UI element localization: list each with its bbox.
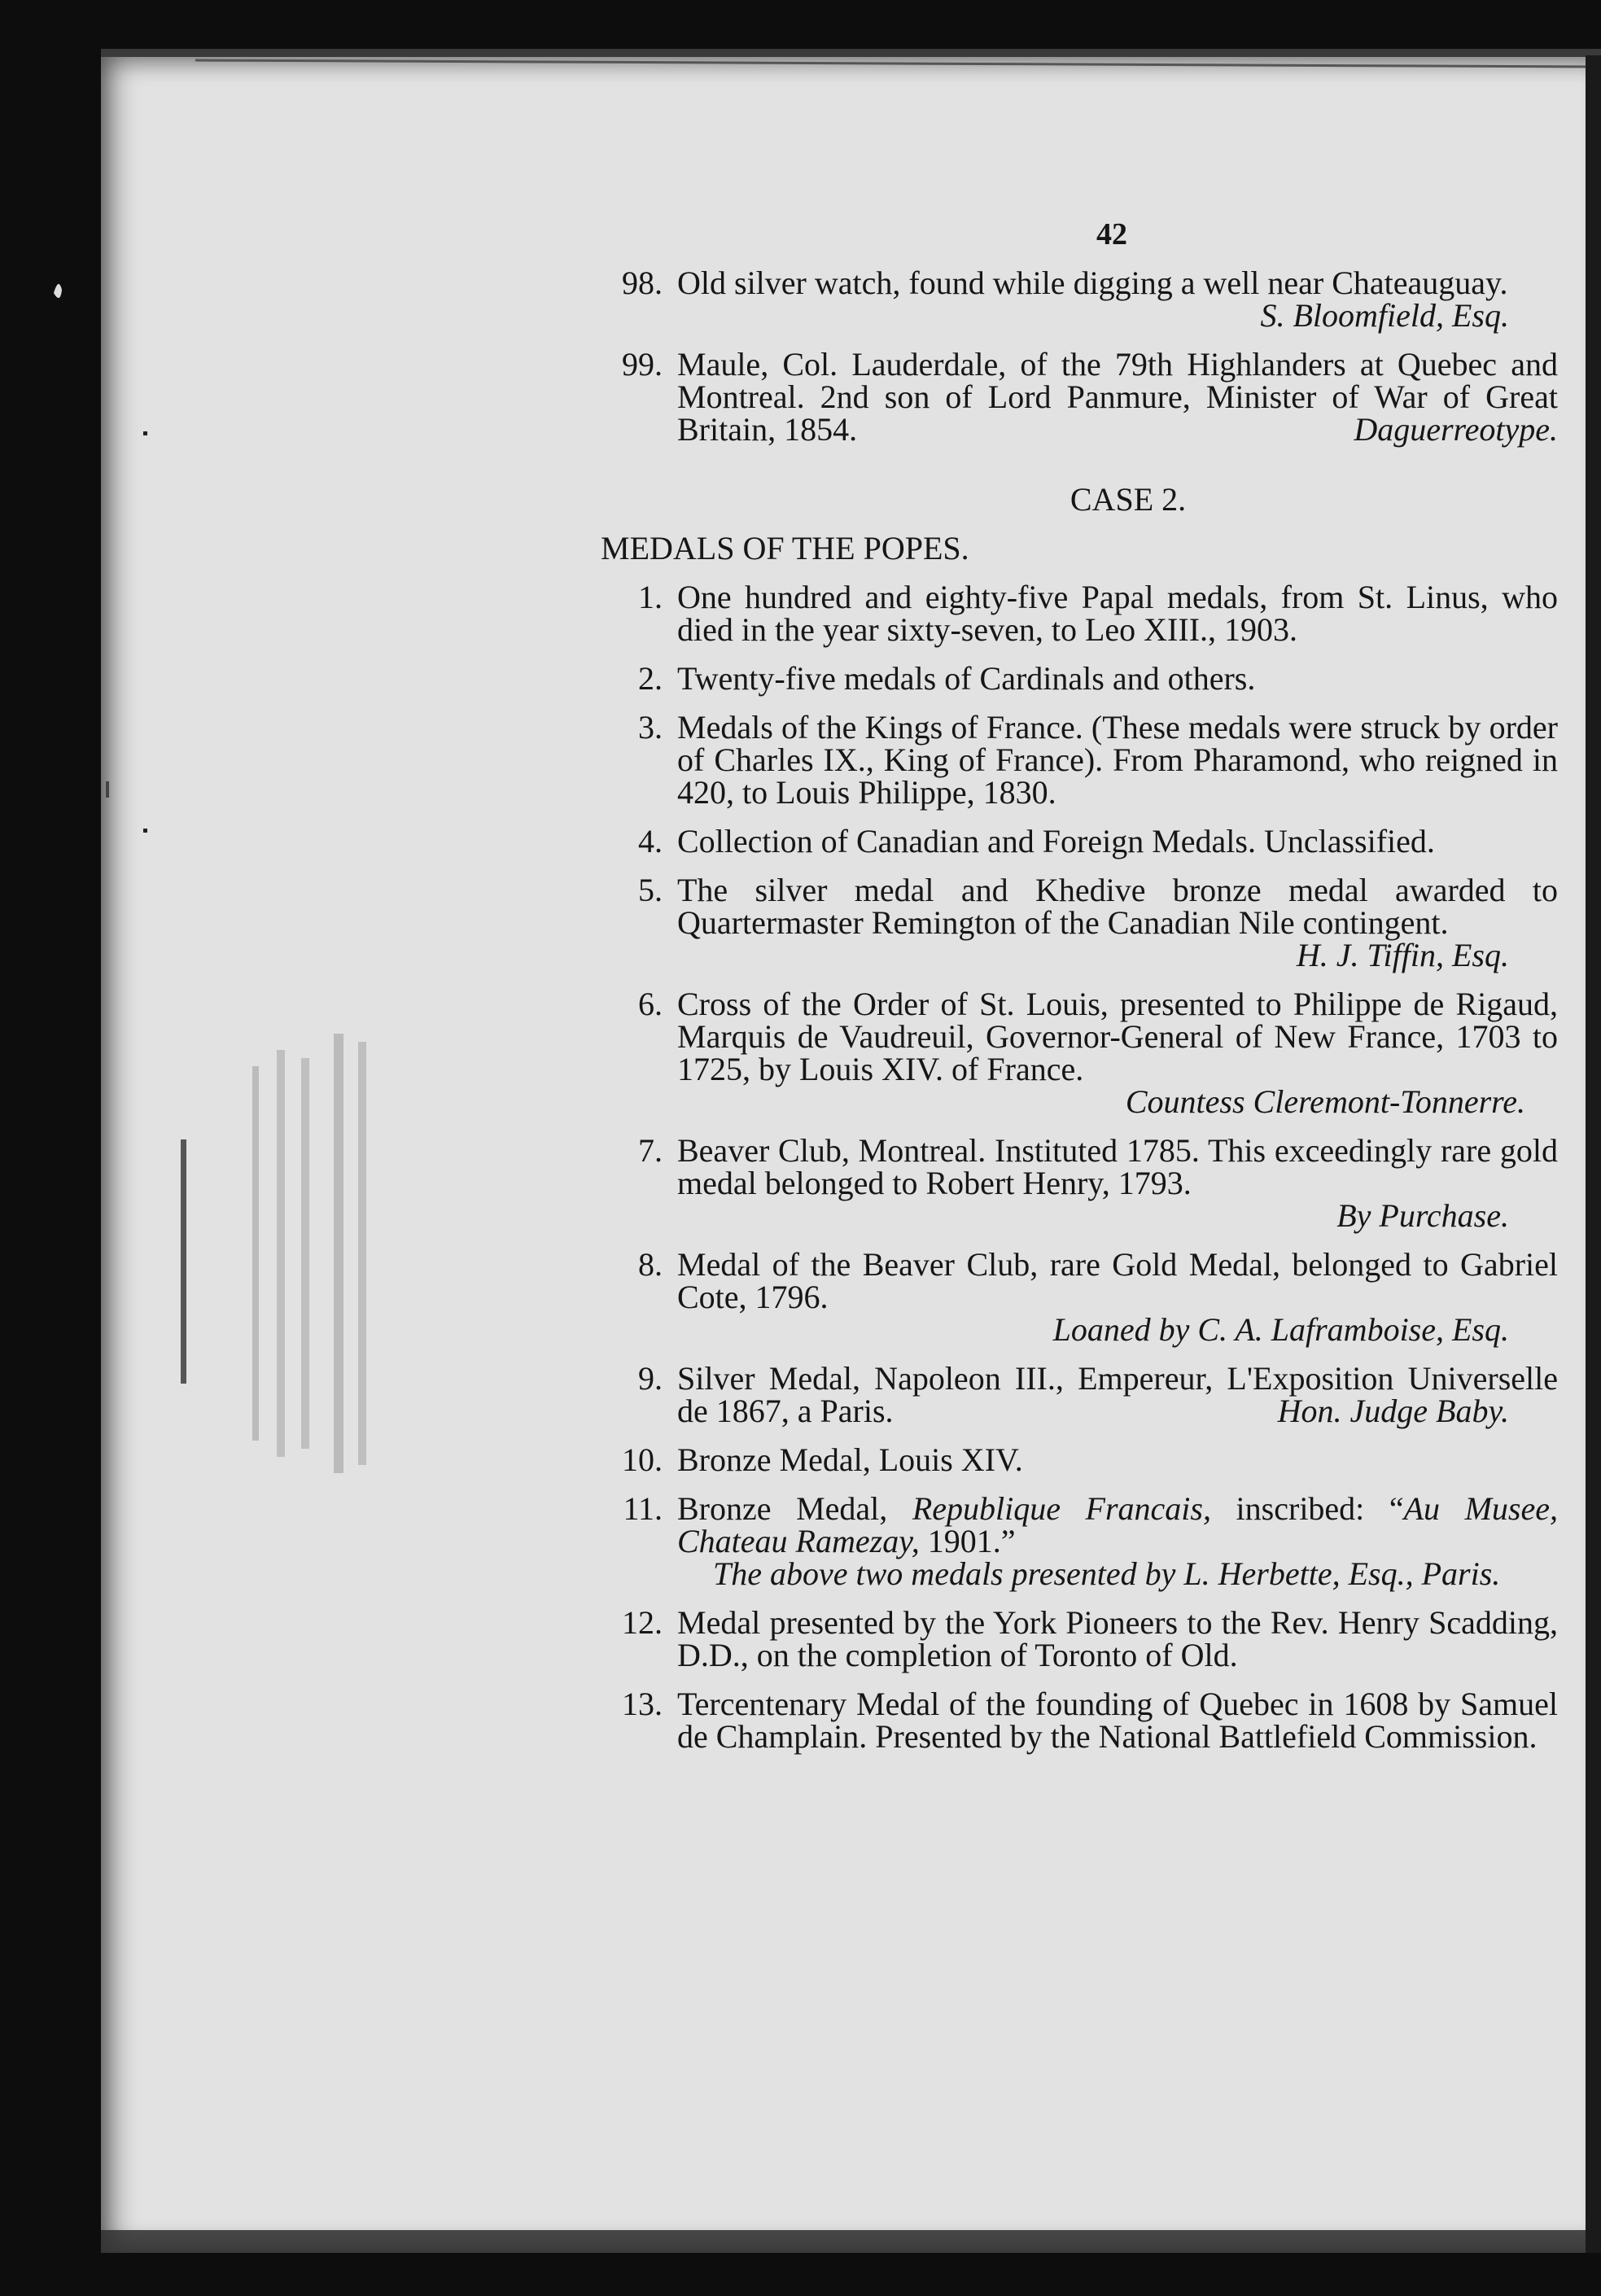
catalogue-entry-2 (601, 660, 1558, 697)
entry-number: 7. (638, 1132, 663, 1169)
entry-body (677, 267, 1558, 332)
entry-body (677, 660, 1558, 697)
entry-body (677, 1132, 1558, 1234)
catalogue-entry-5 (601, 874, 1558, 972)
catalogue-entry-1 (601, 581, 1558, 646)
entry-text-part: inscribed: “ (1211, 1490, 1404, 1527)
entry-number: 8. (638, 1246, 663, 1283)
catalogue-entry-3 (601, 711, 1558, 809)
entry-body (677, 1688, 1558, 1753)
entry-number: 2. (638, 660, 663, 697)
entry-number: 6. (638, 986, 663, 1022)
entry-body (677, 1246, 1558, 1348)
library-stamp (244, 1034, 391, 1473)
entry-text: The silver medal and Khedive bronze medal awarded to Quartermaster Remington of the Canadian Nile contingent. (677, 872, 1558, 941)
entry-text: Maule, Col. Lauderdale, of the 79th Highlanders at Quebec and Montreal. 2nd son of Lord Panmure, Minister of War of Great Britain, 1854. (677, 346, 1558, 448)
entry-body (677, 1441, 1558, 1478)
catalogue-entry-8 (601, 1246, 1558, 1348)
catalogue-entry-10 (601, 1441, 1558, 1478)
entry-donor: By Purchase. (1336, 1197, 1509, 1234)
entry-body (677, 1490, 1558, 1592)
entry-text: Old silver watch, found while digging a well near Chateauguay. (677, 265, 1508, 301)
entry-text: Medals of the Kings of France. (These medals were struck by order of Charles IX., King of France). From Pharamond, who reigned in 420, to Louis Philippe, 1830. (677, 709, 1558, 811)
entry-text: One hundred and eighty-five Papal medals, from St. Linus, who died in the year sixty-seven, to Leo XIII., 1903. (677, 579, 1558, 648)
entry-text: Bronze Medal, Louis XIV. (677, 1441, 1023, 1478)
entry-text: Twenty-five medals of Cardinals and others. (677, 660, 1256, 697)
entry-body (677, 1604, 1558, 1673)
entry-body (677, 711, 1558, 809)
entry-number: 3. (638, 709, 663, 746)
entry-text-part: 1901.” (919, 1523, 1016, 1559)
entry-text: Medal of the Beaver Club, rare Gold Medal, belonged to Gabriel Cote, 1796. (677, 1246, 1558, 1315)
entry-credit: The above two medals presented by L. Herbette, Esq., Paris. (713, 1555, 1501, 1592)
catalogue-entry-12 (601, 1604, 1558, 1673)
entry-text-part: Bronze Medal, (677, 1490, 912, 1527)
entry-number: 13. (622, 1686, 663, 1722)
entry-body (677, 581, 1558, 646)
entry-number: 11. (623, 1490, 663, 1527)
case-heading: CASE 2. (1070, 481, 1187, 518)
entry-body (677, 874, 1558, 972)
entry-text: Tercentenary Medal of the founding of Quebec in 1608 by Samuel de Champlain. Presented by the National Battlefield Commission. (677, 1686, 1558, 1755)
entry-text: Beaver Club, Montreal. Instituted 1785. This exceedingly rare gold medal belonged to Robert Henry, 1793. (677, 1132, 1558, 1201)
entry-body (677, 825, 1558, 858)
catalogue-entry-11 (601, 1490, 1558, 1592)
entry-text: Medal presented by the York Pioneers to the Rev. Henry Scadding, D.D., on the completion of Toronto of Old. (677, 1604, 1558, 1673)
catalogue-entry-4 (601, 825, 1558, 858)
left-speck (54, 284, 62, 298)
catalogue-entry-7 (601, 1132, 1558, 1234)
entry-number: 12. (622, 1604, 663, 1641)
page-number: 42 (1096, 217, 1127, 251)
entry-text-italic: Republique Francais, (912, 1490, 1211, 1527)
entry-donor: S. Bloomfield, Esq. (1260, 297, 1509, 334)
entry-donor: Countess Cleremont-Tonnerre. (1125, 1083, 1525, 1120)
page-content (601, 218, 1558, 1769)
entry-number: 99. (622, 346, 663, 383)
catalogue-entry-6 (601, 988, 1558, 1118)
entry-text-italic: Au Musee, Chateau Ramezay, (677, 1490, 1558, 1559)
entry-number: 5. (638, 872, 663, 908)
entry-body (677, 1362, 1558, 1428)
entry-number: 10. (622, 1441, 663, 1478)
entry-donor: Loaned by C. A. Laframboise, Esq. (1052, 1311, 1509, 1348)
entry-donor: Hon. Judge Baby. (1277, 1393, 1509, 1429)
entry-number: 4. (638, 823, 663, 859)
catalogue-entry-13 (601, 1688, 1558, 1753)
entry-donor: Daguerreotype. (1354, 411, 1558, 448)
entry-number: 98. (622, 265, 663, 301)
catalogue-entry-9 (601, 1362, 1558, 1428)
catalogue-entry-98 (601, 267, 1558, 332)
entry-body (677, 988, 1558, 1118)
entry-number: 1. (638, 579, 663, 615)
entry-text: Silver Medal, Napoleon III., Empereur, L'Exposition Universelle de 1867, a Paris. (677, 1360, 1558, 1429)
entry-text: Collection of Canadian and Foreign Medals. Unclassified. (677, 823, 1435, 859)
entry-donor: H. J. Tiffin, Esq. (1296, 937, 1509, 973)
catalogue-entry-99 (601, 348, 1558, 446)
entry-body (677, 348, 1558, 446)
entry-text: Cross of the Order of St. Louis, presented to Philippe de Rigaud, Marquis de Vaudreuil, Governor-General of New France, 1703 to 1725, by Louis XIV. of France. (677, 986, 1558, 1087)
section-heading: MEDALS OF THE POPES. (601, 530, 969, 566)
entry-number: 9. (638, 1360, 663, 1397)
